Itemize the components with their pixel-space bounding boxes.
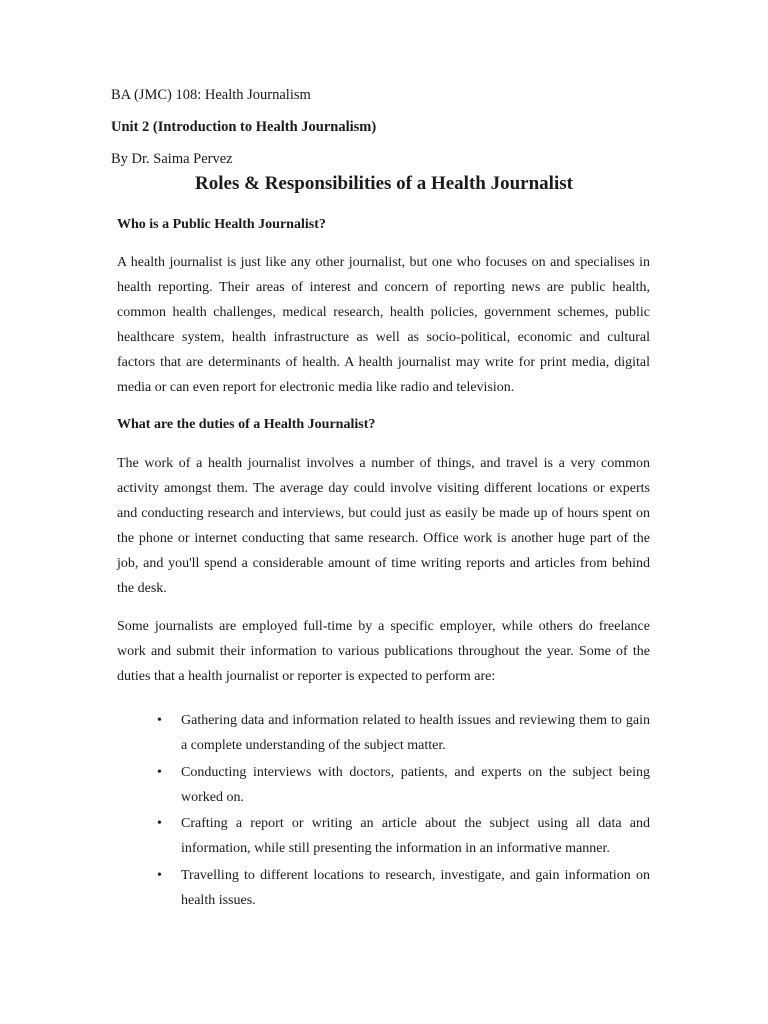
duties-list	[0, 708, 768, 914]
paragraph-work: The work of a health journalist involves a number of things, and travel is a very common activity amongst them. The average day could involve visiting different locations or experts and conducting research and interviews, but could just as easily be made up of hours spent on the phone or internet conducting that same research. Office work is another huge part of the job, and you'll spend a considerable amount of time writing reports and articles from behind the desk.	[117, 456, 650, 596]
bullet-icon: •	[157, 713, 162, 728]
list-item	[0, 760, 768, 810]
paragraph-definition: A health journalist is just like any other journalist, but one who focuses on and specialises in health reporting. Their areas of interest and concern of reporting news are public health, common health challenges, medical research, health policies, government schemes, public healthcare system, health infrastructure as well as socio-political, economic and cultural factors that are determinants of health. A health journalist may write for print media, digital media or can even report for electronic media like radio and television.	[117, 255, 650, 395]
list-item-text: Gathering data and information related to health issues and reviewing them to gain a complete understanding of the subject matter.	[181, 713, 650, 753]
bullet-icon: •	[157, 764, 162, 780]
list-item	[0, 863, 768, 913]
bullet-icon: •	[157, 867, 162, 883]
course-code: BA (JMC) 108: Health Journalism	[111, 87, 311, 103]
page-title: Roles & Responsibilities of a Health Journalist	[195, 173, 573, 194]
section-heading-who: Who is a Public Health Journalist?	[117, 217, 326, 232]
list-item-text: Crafting a report or writing an article about the subject using all data and information, while still presenting the information in an informative manner.	[181, 816, 650, 856]
list-item-text: Conducting interviews with doctors, patients, and experts on the subject being worked on.	[181, 764, 650, 805]
author-line: By Dr. Saima Pervez	[111, 151, 233, 167]
bullet-icon: •	[157, 816, 162, 831]
paragraph-employment: Some journalists are employed full-time by a specific employer, while others do freelance work and submit their information to various publications throughout the year. Some of the duties that a health journalist or reporter is expected to perform are:	[117, 619, 650, 684]
section-heading-duties: What are the duties of a Health Journalist?	[117, 417, 376, 432]
list-item	[0, 708, 768, 758]
list-item-text: Travelling to different locations to research, investigate, and gain information on health issues.	[181, 867, 650, 908]
list-item	[0, 811, 768, 861]
unit-title: Unit 2 (Introduction to Health Journalism)	[111, 119, 377, 135]
